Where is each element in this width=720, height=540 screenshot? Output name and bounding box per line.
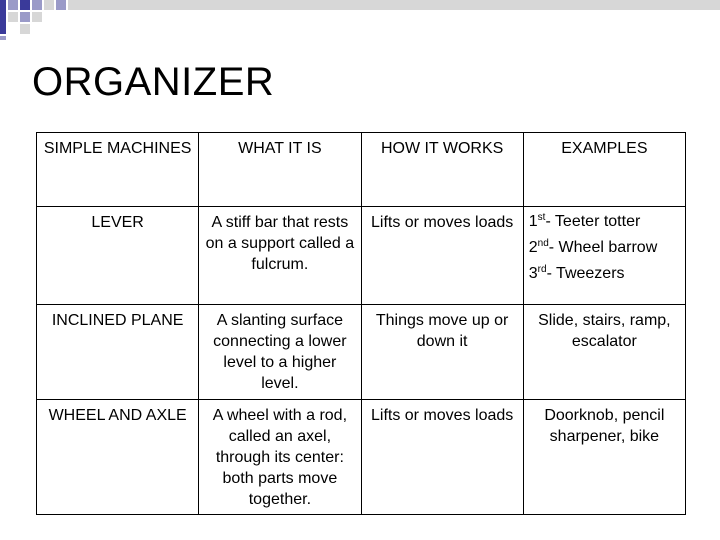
deco-square [8,0,18,10]
header-simple-machines: SIMPLE MACHINES [37,133,199,207]
decorative-header-pattern [0,0,720,40]
organizer-table [36,132,686,515]
header-how-it-works: HOW IT WORKS [361,133,523,207]
deco-square [20,12,30,22]
deco-square [32,0,42,10]
deco-square [20,0,30,10]
deco-square [0,36,6,40]
how-cell: Lifts or moves loads [361,207,523,305]
example-item: 1st- Teeter totter [528,212,641,230]
what-cell: A wheel with a rod, called an axel, through its center: both parts move together. [199,400,361,515]
examples-cell [523,207,685,305]
deco-square [20,24,30,34]
table-row [37,400,686,515]
deco-square [56,0,66,10]
header-what-it-is: WHAT IT IS [199,133,361,207]
table-row [37,207,686,305]
deco-square [44,0,54,10]
machine-cell: LEVER [37,207,199,305]
deco-square [8,12,18,22]
table-header-row [37,133,686,207]
example-item: 2nd- Wheel barrow [528,238,658,256]
deco-square [68,0,720,10]
how-cell: Things move up or down it [361,305,523,400]
deco-square [32,12,42,22]
deco-square [0,0,6,34]
page-title: ORGANIZER [32,60,275,104]
table-row [37,305,686,400]
what-cell: A stiff bar that rests on a support called a fulcrum. [199,207,361,305]
examples-cell: Slide, stairs, ramp, escalator [523,305,685,400]
what-cell: A slanting surface connecting a lower level to a higher level. [199,305,361,400]
example-item: 3rd- Tweezers [528,264,625,282]
machine-cell: INCLINED PLANE [37,305,199,400]
header-examples: EXAMPLES [523,133,685,207]
machine-cell: WHEEL AND AXLE [37,400,199,515]
how-cell: Lifts or moves loads [361,400,523,515]
examples-cell: Doorknob, pencil sharpener, bike [523,400,685,515]
